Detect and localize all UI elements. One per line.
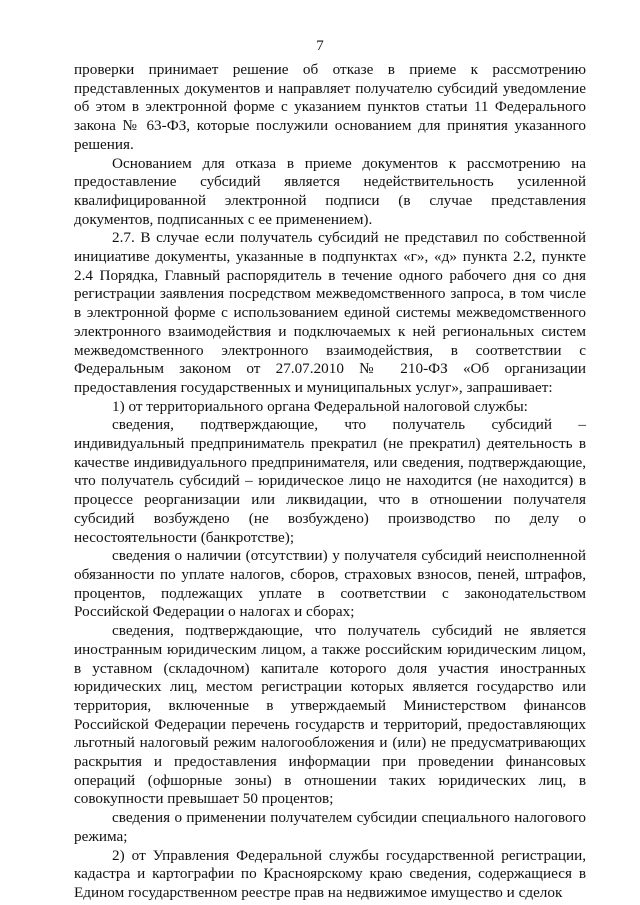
- paragraph-rejection-decision: проверки принимает решение об отказе в приеме к рассмотрению представленных документов и направляет получателю субсидий уведомление об этом в электронной форме с указанием пунктов статьи 11 Федерального закона № 63-ФЗ, которые послужили основанием для принятия указанного решения.: [74, 61, 586, 153]
- paragraph-info-tax-regime: сведения о применении получателем субсидии специального налогового режима;: [74, 809, 586, 845]
- paragraph-2-7: 2.7. В случае если получатель субсидий не представил по собственной инициативе документы, указанные в подпунктах «г», «д» пункта 2.2, пункте 2.4 Порядка, Главный распорядитель в течение одного рабочего дня со дня регистрации заявления посредством межведомственного запроса, в том числе в электронной форме с использованием единой системы межведомственного электронного взаимодействия и подключаемых к ней региональных систем межведомственного электронного взаимодействия, в соответствии с Федеральным законом от 27.07.2010 № 210-ФЗ «Об организации предоставления государственных и муниципальных услуг», запрашивает:: [74, 229, 586, 396]
- paragraph-item-1: 1) от территориального органа Федеральной налоговой службы:: [112, 397, 528, 415]
- paragraph-info-foreign-entity: сведения, подтверждающие, что получатель субсидий не является иностранным юридическим лицом, а также российским юридическим лицом, в уставном (складочном) капитале которого доля участия иностранных юридических лиц, местом регистрации которых является государство или территория, включенные в утверждаемый Министерством финансов Российской Федерации перечень государств и территорий, предоставляющих льготный налоговый режим налогообложения и (или) не предусматривающих раскрытия и предоставления информации при проведении финансовых операций (офшорные зоны) в отношении таких юридических лиц, в совокупности превышает 50 процентов;: [74, 622, 586, 808]
- page-number: 7: [316, 38, 324, 54]
- paragraph-info-entrepreneur: сведения, подтверждающие, что получатель субсидий – индивидуальный предприниматель прекратил (не прекратил) деятельность в качестве индивидуального предпринимателя, или сведения, подтверждающие, что получатель субсидий – юридическое лицо не находится (не находится) в процессе реорганизации или ликвидации, что в отношении получателя субсидий возбуждено (не возбуждено) производство по делу о несостоятельности (банкротстве);: [74, 416, 586, 546]
- paragraph-info-tax-debt: сведения о наличии (отсутствии) у получателя субсидий неисполненной обязанности по уплате налогов, сборов, страховых взносов, пеней, штрафов, процентов, подлежащих уплате в соответствии с законодательством Российской Федерации о налогах и сборах;: [74, 547, 586, 621]
- document-body: [74, 61, 586, 903]
- paragraph-rejection-grounds: Основанием для отказа в приеме документов к рассмотрению на предоставление субсидий является недействительность усиленной квалифицированной электронной подписи (в случае представления документов, подписанных с ее применением).: [74, 154, 586, 228]
- paragraph-item-2: 2) от Управления Федеральной службы государственной регистрации, кадастра и картографии по Красноярскому краю сведения, содержащиеся в Едином государственном реестре прав на недвижимое имущество и сделок: [74, 846, 586, 901]
